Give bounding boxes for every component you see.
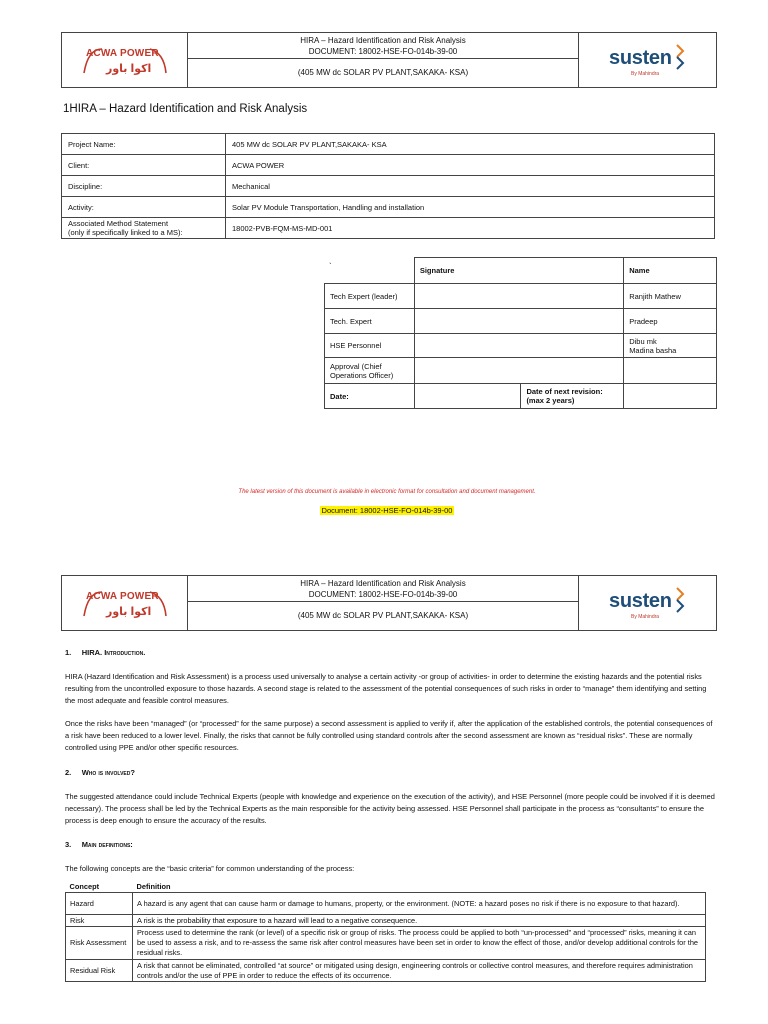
role-cell: Tech Expert (leader)	[325, 284, 415, 309]
section-2-title: Who is involved?	[81, 768, 135, 777]
name-column-header: Name	[624, 258, 717, 284]
discipline-value: Mechanical	[226, 176, 715, 197]
method-statement-value: 18002-PVB-FQM-MS-MD-001	[226, 218, 715, 239]
stray-mark: `	[329, 262, 332, 271]
table-row	[66, 893, 706, 915]
signature-field[interactable]	[414, 309, 623, 334]
activity-label: Activity:	[62, 197, 226, 218]
name-cell: Pradeep	[624, 309, 717, 334]
section-2-number: 2.	[65, 768, 72, 777]
section-2-heading	[65, 768, 135, 777]
susten-chevron-icon	[675, 43, 687, 73]
acwa-logo-text: ACWA POWER	[86, 591, 159, 602]
signature-field[interactable]	[414, 284, 623, 309]
date-field[interactable]	[414, 384, 521, 409]
susten-logo-cell	[579, 576, 716, 630]
header-title: HIRA – Hazard Identification and Risk Analysis	[300, 36, 466, 45]
concept-cell: Residual Risk	[66, 960, 133, 982]
project-info-table	[61, 133, 715, 239]
section-1-heading	[65, 648, 145, 657]
table-row	[62, 155, 715, 176]
table-row	[325, 258, 717, 284]
susten-logo	[609, 47, 672, 77]
section-3-title: Main definitions:	[81, 840, 133, 849]
client-value: ACWA POWER	[226, 155, 715, 176]
table-row	[325, 309, 717, 334]
role-cell	[325, 358, 415, 384]
activity-value: Solar PV Module Transportation, Handling and installation	[226, 197, 715, 218]
acwa-logo-cell	[62, 576, 188, 630]
role-line1: Approval (Chief	[330, 361, 382, 371]
table-row	[325, 358, 717, 384]
acwa-logo-arabic: اكوا باور	[106, 606, 152, 618]
method-statement-label-line1: Associated Method Statement	[68, 219, 169, 228]
signature-table	[324, 257, 717, 409]
table-row	[325, 384, 717, 409]
table-row	[62, 218, 715, 239]
name-line2: Madina basha	[629, 345, 677, 355]
susten-logo-sub: By Mahindra	[631, 71, 660, 77]
concept-cell: Hazard	[66, 893, 133, 915]
section-1-number: 1.	[65, 648, 72, 657]
definition-cell: A hazard is any agent that can cause harm or damage to humans, property, or the environment. (NOTE: a hazard poses no risk if there is no exposure to that hazard).	[133, 893, 706, 915]
susten-logo-cell	[579, 33, 716, 87]
role-cell: HSE Personnel	[325, 334, 415, 358]
table-row	[325, 284, 717, 309]
table-row	[66, 960, 706, 982]
susten-logo-text: susten	[609, 47, 672, 69]
table-row	[62, 176, 715, 197]
method-statement-label-line2: (only if specifically linked to a MS):	[68, 228, 183, 237]
signature-field[interactable]	[414, 358, 623, 384]
table-row	[325, 334, 717, 358]
section-3-heading	[65, 840, 133, 849]
definition-cell: A risk that cannot be eliminated, controlled “at source” or mitigated using design, engineering controls or collective control measures, and therefore requires administration controls and/or the use of PPE in order to reduce the effects of its occurrence.	[133, 960, 706, 982]
empty-cell	[325, 258, 415, 284]
date-label: Date:	[325, 384, 415, 409]
electronic-version-notice: The latest version of this document is available in electronic format for consultation and document management.	[238, 489, 536, 495]
name-cell: Ranjith Mathew	[624, 284, 717, 309]
document-number-wrap	[0, 500, 768, 518]
role-line2: Operations Officer)	[330, 370, 394, 380]
definition-cell: Process used to determine the rank (or level) of a specific risk or group of risks. The process could be applied to both “un-processed” and “processed” risks, meaning it can be used to assess a risk, and to re-assess the same risk after control measures have been set in order to know the effect of those, and/or develop additional controls for the residual risks.	[133, 927, 706, 960]
table-header-row	[66, 881, 706, 893]
acwa-logo-arabic: اكوا باور	[106, 63, 152, 75]
susten-logo-sub: By Mahindra	[631, 614, 660, 620]
acwa-power-logo	[80, 588, 170, 620]
document-number-highlight: Document: 18002-HSE-FO-014b-39-00	[321, 506, 453, 515]
definitions-table	[65, 881, 706, 982]
next-revision-field[interactable]	[624, 384, 717, 409]
acwa-logo-cell	[62, 33, 188, 87]
table-row	[62, 134, 715, 155]
role-cell: Tech. Expert	[325, 309, 415, 334]
table-row	[62, 197, 715, 218]
header-title-cell	[188, 576, 579, 630]
susten-chevron-icon	[675, 586, 687, 616]
method-statement-label	[62, 218, 226, 239]
page-header-1	[61, 32, 717, 88]
header-project: (405 MW dc SOLAR PV PLANT,SAKAKA- KSA)	[297, 611, 469, 620]
next-revision-line1: Date of next revision:	[526, 387, 603, 396]
header-document-number: DOCUMENT: 18002-HSE-FO-014b-39-00	[308, 47, 458, 56]
name-line1: Dibu mk	[629, 336, 657, 346]
project-name-label: Project Name:	[62, 134, 226, 155]
table-row	[66, 927, 706, 960]
page-header-2	[61, 575, 717, 631]
document-title: 1HIRA – Hazard Identification and Risk Analysis	[63, 103, 308, 115]
header-title: HIRA – Hazard Identification and Risk Analysis	[300, 579, 466, 588]
section-2-paragraph-1: The suggested attendance could include Technical Experts (people with knowledge and experience on the execution of the activity), and HSE Personnel (more people could be involved if it is deemed necessary). The process shall be led by the Technical Experts as the main responsible for the activity being assessed. HSE Personnel shall participate in the process as “consultants” to ensure the process is deep enough to ensure the accuracy of the results.	[65, 792, 715, 825]
next-revision-line2: (max 2 years)	[526, 396, 575, 405]
signature-field[interactable]	[414, 334, 623, 358]
concept-cell: Risk Assessment	[66, 927, 133, 960]
susten-logo	[609, 590, 672, 620]
section-1-title-b: Introduction.	[104, 648, 146, 657]
header-document-number: DOCUMENT: 18002-HSE-FO-014b-39-00	[308, 590, 458, 599]
next-revision-label	[521, 384, 624, 409]
header-project: (405 MW dc SOLAR PV PLANT,SAKAKA- KSA)	[297, 68, 469, 77]
susten-logo-text: susten	[609, 590, 672, 612]
project-name-value: 405 MW dc SOLAR PV PLANT,SAKAKA- KSA	[226, 134, 715, 155]
client-label: Client:	[62, 155, 226, 176]
concept-cell: Risk	[66, 915, 133, 927]
concept-column-header: Concept	[69, 882, 100, 891]
acwa-logo-text: ACWA POWER	[86, 48, 159, 59]
acwa-power-logo	[80, 45, 170, 77]
name-cell	[624, 358, 717, 384]
definition-column-header: Definition	[136, 882, 171, 891]
name-cell	[624, 334, 717, 358]
section-1-paragraph-1: HIRA (Hazard Identification and Risk Assessment) is a process used universally to analyse a certain activity -or group of activities- in order to determine the existing hazards and the potential risks resulting from the uncontrolled exposure to those hazards. A second stage is related to the assessment of the potential consequences of such risks in order to “manage” them identifying and setting the most adequate and feasible control measures.	[65, 672, 707, 705]
table-row	[66, 915, 706, 927]
section-3-number: 3.	[65, 840, 72, 849]
section-1-paragraph-2: Once the risks have been “managed” (or “processed” for the same purpose) a second assessment is applied to verify if, after the application of the established controls, the potential consequences of a risk have been reduced to a lower level. Finally, the risks that cannot be fully controlled using standard controls after the second assessment are known as “residual risks”. These are normally controlled using PPE and/or other specific resources.	[65, 719, 713, 752]
section-1-title-a: HIRA.	[81, 648, 103, 657]
signature-column-header: Signature	[414, 258, 623, 284]
header-title-cell	[188, 33, 579, 87]
section-3-intro: The following concepts are the “basic criteria” for common understanding of the process:	[65, 864, 355, 873]
discipline-label: Discipline:	[62, 176, 226, 197]
definition-cell: A risk is the probability that exposure to a hazard will lead to a negative consequence.	[133, 915, 706, 927]
